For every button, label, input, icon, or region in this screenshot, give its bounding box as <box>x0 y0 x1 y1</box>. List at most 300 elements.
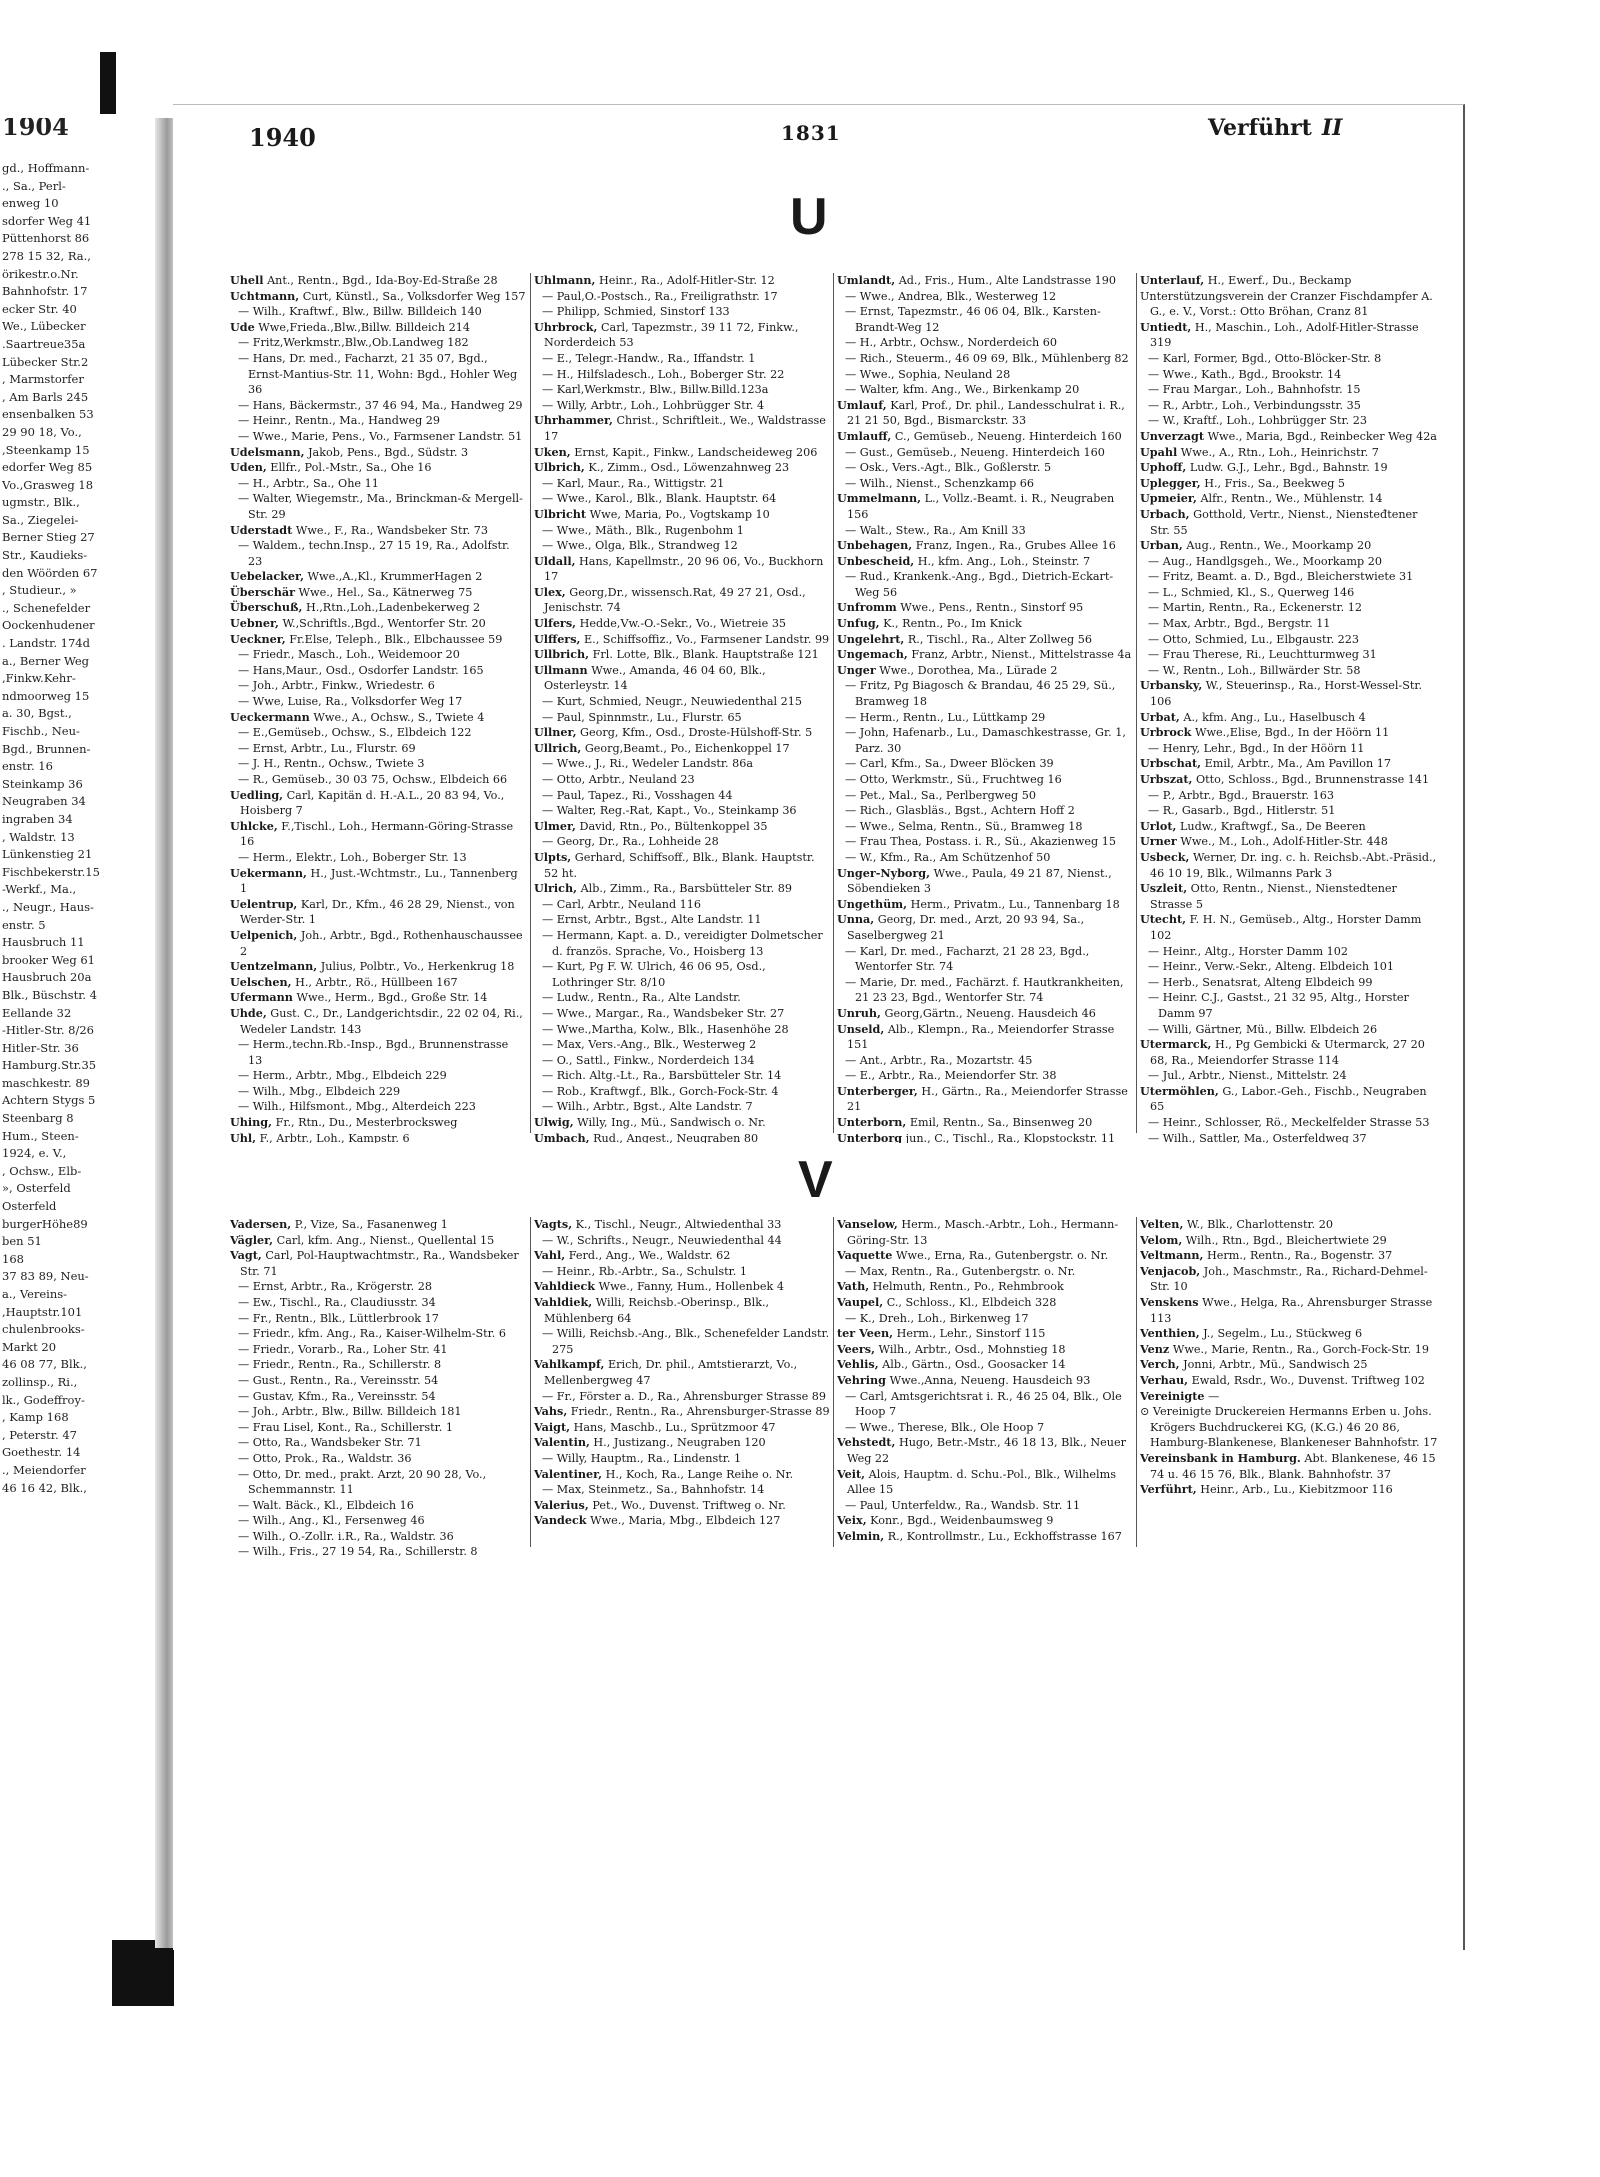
entry-details: Karl, Dr., Kfm., 46 28 29, Nienst., von Werder-Str. 1 <box>240 897 515 927</box>
directory-entry <box>230 413 526 429</box>
directory-entry <box>1140 1233 1440 1249</box>
directory-entry <box>837 710 1133 726</box>
directory-entry <box>534 990 830 1006</box>
entry-details: Wwe., Hel., Sa., Kätnerweg 75 <box>298 585 473 599</box>
entry-details: Julius, Polbtr., Vo., Herkenkrug 18 <box>320 960 515 974</box>
v-column-1 <box>230 1217 526 1557</box>
entry-details: — Kurt, Schmied, Neugr., Neuwiedenthal 215 <box>542 695 803 709</box>
entry-details: — Wilh., Sattler, Ma., Osterfeldweg 37 <box>1148 1131 1367 1143</box>
directory-entry <box>230 1295 526 1311</box>
entry-details: C., Gemüseb., Neueng. Hinterdeich 160 <box>894 429 1122 443</box>
left-page-line: ., Meiendorfer <box>2 1462 86 1477</box>
directory-entry <box>1140 1373 1440 1389</box>
directory-entry <box>1140 1482 1440 1498</box>
entry-details: W., Blk., Charlottenstr. 20 <box>1186 1218 1333 1231</box>
entry-details: — Hans,Maur., Osd., Osdorfer Landstr. 165 <box>238 663 484 677</box>
left-page-line: ., Schenefelder <box>2 600 91 615</box>
left-page-line: Lübecker Str.2 <box>2 354 89 369</box>
directory-entry <box>534 507 830 523</box>
entry-surname: Usbeck, <box>1140 849 1190 864</box>
entry-details: — E., Telegr.-Handw., Ra., Iffandstr. 1 <box>542 351 756 365</box>
directory-entry <box>1140 756 1440 772</box>
directory-entry <box>534 725 830 741</box>
entry-details: — Heinr. C.J., Gastst., 21 32 95, Altg., Horster Damm 97 <box>1148 991 1409 1020</box>
entry-surname: Ungemach, <box>837 647 908 662</box>
entry-details: F., Arbtr., Loh., Kampstr. 6 <box>259 1131 410 1143</box>
entry-surname: Unna, <box>837 912 875 927</box>
entry-details: — Wwe., Marie, Pens., Vo., Farmsener Landstr. 51 <box>238 429 523 443</box>
directory-entry <box>1140 1357 1440 1373</box>
directory-entry <box>534 413 830 444</box>
entry-details: H., kfm. Ang., Loh., Steinstr. 7 <box>917 554 1091 568</box>
entry-details: Jonni, Arbtr., Mü., Sandwisch 25 <box>1183 1358 1368 1372</box>
v-column-4 <box>1140 1217 1440 1557</box>
directory-entry <box>837 476 1133 492</box>
entry-details: — Henry, Lehr., Bgd., In der Höörn 11 <box>1148 741 1365 755</box>
entry-details: Ad., Fris., Hum., Alte Landstrasse 190 <box>898 274 1116 287</box>
directory-entry <box>230 1115 526 1131</box>
entry-details: H., Ewerf., Du., Beckamp <box>1207 274 1352 287</box>
entry-details: Wilh., Rtn., Bgd., Bleichertwiete 29 <box>1185 1233 1387 1247</box>
directory-entry <box>534 850 830 881</box>
entry-details: Herm., Masch.-Arbtr., Loh., Hermann-Göring-Str. 13 <box>847 1218 1119 1247</box>
directory-entry <box>837 616 1133 632</box>
directory-entry <box>534 523 830 539</box>
entry-surname: Uden, <box>230 460 267 475</box>
left-page-line: 1924, e. V., <box>2 1146 67 1161</box>
directory-entry <box>837 725 1133 756</box>
entry-details: — Walter, kfm. Ang., We., Birkenkamp 20 <box>845 383 1080 397</box>
left-page-line: Goethestr. 14 <box>2 1445 81 1460</box>
directory-entry <box>1140 429 1440 445</box>
entry-details: W.,Schriftls.,Bgd., Wentorfer Str. 20 <box>282 617 486 631</box>
directory-entry <box>837 1053 1133 1069</box>
directory-entry <box>837 445 1133 461</box>
directory-entry <box>230 335 526 351</box>
directory-entry <box>230 304 526 320</box>
directory-entry <box>230 850 526 866</box>
entry-details: — Fritz,Werkmstr.,Blw.,Ob.Landweg 182 <box>238 336 469 350</box>
entry-details: Willi, Reichsb.-Oberinsp., Blk., Mühlenberg 64 <box>544 1295 770 1325</box>
entry-surname: Uhlmann, <box>534 273 596 287</box>
entry-details: Otto, Schloss., Bgd., Brunnenstrasse 141 <box>1196 773 1430 786</box>
entry-details: — Wwe., Kath., Bgd., Brookstr. 14 <box>1148 367 1342 381</box>
directory-entry <box>534 1217 830 1233</box>
entry-details: — Max, Rentn., Ra., Gutenbergstr. o. Nr. <box>845 1264 1076 1278</box>
directory-entry <box>230 975 526 991</box>
directory-entry <box>230 1279 526 1295</box>
entry-surname: Uekermann, <box>230 865 307 880</box>
entry-details: — Ernst, Arbtr., Ra., Krögerstr. 28 <box>238 1280 432 1294</box>
entry-details: Alb., Zimm., Ra., Barsbütteler Str. 89 <box>580 882 792 896</box>
directory-entry <box>837 569 1133 600</box>
entry-details: Herm., Privatm., Lu., Tannenbarg 18 <box>910 897 1120 911</box>
entry-surname: Ueckner, <box>230 631 286 646</box>
directory-entry <box>230 320 526 336</box>
entry-details: — Herm., Elektr., Loh., Boberger Str. 13 <box>238 850 467 864</box>
entry-surname: Venskens <box>1140 1294 1199 1309</box>
directory-page <box>173 104 1465 1950</box>
entry-details: Curt, Künstl., Sa., Volksdorfer Weg 157 <box>302 289 526 303</box>
directory-entry <box>534 616 830 632</box>
entry-details: Wwe., Pens., Rentn., Sinstorf 95 <box>900 601 1084 615</box>
entry-surname: Ulbrich, <box>534 460 585 475</box>
directory-entry <box>230 600 526 616</box>
entry-details: — Philipp, Schmied, Sinstorf 133 <box>542 305 730 319</box>
left-page-line: ,Hauptstr.101 <box>2 1304 83 1319</box>
entry-details: — Willi, Gärtner, Mü., Billw. Elbdeich 26 <box>1148 1022 1378 1036</box>
entry-details: — Friedr., Vorarb., Ra., Loher Str. 41 <box>238 1342 448 1356</box>
left-page-line: , Peterstr. 47 <box>2 1427 77 1442</box>
left-page-line: den Wöörden 67 <box>2 565 98 580</box>
entry-surname: Udelsmann, <box>230 444 305 459</box>
directory-entry <box>534 1084 830 1100</box>
entry-surname: Uhell <box>230 273 264 287</box>
entry-surname: Umlandt, <box>837 273 896 287</box>
directory-entry <box>1140 1037 1440 1068</box>
left-page-line: gd., Hoffmann- <box>2 161 90 175</box>
entry-details: — Walter, Reg.-Rat, Kapt., Vo., Steinkamp 36 <box>542 804 797 818</box>
entry-details: — Jul., Arbtr., Nienst., Mittelstr. 24 <box>1148 1069 1347 1083</box>
entry-surname: Vahl, <box>534 1248 566 1263</box>
directory-entry <box>1140 1022 1440 1038</box>
directory-entry <box>837 803 1133 819</box>
directory-entry <box>534 694 830 710</box>
directory-entry <box>1140 491 1440 507</box>
entry-details: Wwe., Herm., Bgd., Große Str. 14 <box>296 991 488 1005</box>
directory-entry <box>837 1529 1133 1545</box>
directory-entry <box>1140 507 1440 538</box>
volume-number: II <box>1321 115 1343 141</box>
left-page-line: ingraben 34 <box>2 811 73 826</box>
directory-entry <box>1140 990 1440 1021</box>
directory-entry <box>1140 554 1440 570</box>
left-page-line: Blk., Büschstr. 4 <box>2 987 98 1002</box>
entry-surname: Umlauff, <box>837 428 892 443</box>
entry-surname: Unterborn, <box>837 1115 907 1130</box>
left-facing-page <box>0 118 150 1948</box>
entry-surname: Ulfers, <box>534 616 577 631</box>
directory-entry <box>230 1451 526 1467</box>
directory-entry <box>837 1131 1133 1143</box>
entry-surname: Veers, <box>837 1341 875 1356</box>
entry-details: — Heinr., Schlosser, Rö., Meckelfelder Strasse 53 <box>1148 1116 1430 1130</box>
entry-surname: Uhl, <box>230 1130 257 1143</box>
directory-entry <box>230 741 526 757</box>
entry-surname: Uhing, <box>230 1115 272 1130</box>
entry-details: Alfr., Rentn., We., Mühlenstr. 14 <box>1200 492 1383 506</box>
entry-details: F. H. N., Gemüseb., Altg., Horster Damm 102 <box>1150 913 1422 942</box>
directory-entry <box>1140 663 1440 679</box>
entry-details: — Max, Vers.-Ang., Blk., Westerweg 2 <box>542 1038 757 1052</box>
left-page-line: edorfer Weg 85 <box>2 460 93 475</box>
entry-details: — W., Rentn., Loh., Billwärder Str. 58 <box>1148 663 1361 677</box>
page-number: 1831 <box>781 121 841 145</box>
left-page-line: ecker Str. 40 <box>2 301 77 316</box>
directory-entry <box>230 1498 526 1514</box>
entry-details: — Gust., Gemüseb., Neueng. Hinterdeich 160 <box>845 445 1105 459</box>
directory-entry <box>230 632 526 648</box>
entry-surname: Verch, <box>1140 1357 1180 1372</box>
directory-entry <box>1140 1295 1440 1326</box>
left-page-line: Bgd., Brunnen- <box>2 741 91 756</box>
directory-entry <box>534 289 830 305</box>
entry-details: Hugo, Betr.-Mstr., 46 18 13, Blk., Neuer Weg 22 <box>847 1436 1126 1465</box>
entry-surname: Überschuß, <box>230 600 303 615</box>
entry-surname: Vereinigte <box>1140 1388 1205 1403</box>
directory-entry <box>534 881 830 897</box>
directory-entry <box>230 351 526 398</box>
entry-details: — Wwe., Andrea, Blk., Westerweg 12 <box>845 289 1057 303</box>
entry-details: — Wilh., Ang., Kl., Fersenweg 46 <box>238 1514 425 1528</box>
left-page-line: chulenbrooks- <box>2 1322 85 1337</box>
entry-details: H., Koch, Ra., Lange Reihe o. Nr. <box>605 1467 794 1481</box>
entry-details: Heinr., Arb., Lu., Kiebitzmoor 116 <box>1200 1483 1393 1497</box>
entry-details: R., Tischl., Ra., Alter Zollweg 56 <box>907 632 1092 646</box>
entry-details: Heinr., Ra., Adolf-Hitler-Str. 12 <box>598 274 775 287</box>
directory-entry <box>534 1435 830 1451</box>
entry-details: — Joh., Arbtr., Blw., Billw. Billdeich 181 <box>238 1405 462 1419</box>
directory-entry <box>837 663 1133 679</box>
directory-entry <box>534 1482 830 1498</box>
entry-details: Helmuth, Rentn., Po., Rehmbrook <box>872 1280 1064 1294</box>
directory-entry <box>230 866 526 897</box>
left-page-line: ., Neugr., Haus- <box>2 899 94 914</box>
directory-entry <box>534 632 830 648</box>
directory-entry <box>837 850 1133 866</box>
left-page-line: Markt 20 <box>2 1339 57 1354</box>
left-page-line: Steenbarg 8 <box>2 1111 74 1126</box>
entry-details: Ellfr., Pol.-Mstr., Sa., Ohe 16 <box>270 461 432 475</box>
entry-details: Wilh., Arbtr., Osd., Mohnstieg 18 <box>878 1342 1066 1356</box>
entry-details: Hans, Maschb., Lu., Sprützmoor 47 <box>573 1420 776 1434</box>
directory-entry <box>837 1115 1133 1131</box>
directory-entry <box>1140 1084 1440 1115</box>
entry-surname: Uelschen, <box>230 974 292 989</box>
directory-entry <box>837 866 1133 897</box>
entry-details: David, Rtn., Po., Bültenkoppel 35 <box>579 819 768 833</box>
directory-entry <box>230 616 526 632</box>
entry-details: — Wwe., Selma, Rentn., Sü., Bramweg 18 <box>845 819 1083 833</box>
entry-details: E., Schiffsoffiz., Vo., Farmsener Landstr. 99 <box>583 632 830 646</box>
entry-details: Joh., Maschmstr., Ra., Richard-Dehmel-Str. 10 <box>1150 1264 1428 1294</box>
entry-details: — O., Sattl., Finkw., Norderdeich 134 <box>542 1053 755 1067</box>
entry-details: — Ernst, Arbtr., Lu., Flurstr. 69 <box>238 741 416 755</box>
directory-entry <box>837 788 1133 804</box>
left-page-line: Hitler-Str. 36 <box>2 1040 79 1055</box>
left-page-line: . Landstr. 174d <box>2 636 90 651</box>
directory-entry <box>837 632 1133 648</box>
entry-details: — Heinr., Verw.-Sekr., Alteng. Elbdeich 101 <box>1148 960 1395 974</box>
entry-details: — Walter, Wiegemstr., Ma., Brinckman-& Mergell-Str. 29 <box>238 492 523 521</box>
directory-entry <box>230 710 526 726</box>
directory-entry <box>1140 881 1440 912</box>
directory-entry <box>534 1115 830 1131</box>
section-letter-v: V <box>798 1151 833 1209</box>
directory-entry <box>837 600 1133 616</box>
directory-entry <box>534 803 830 819</box>
directory-entry <box>1140 959 1440 975</box>
directory-entry <box>230 694 526 710</box>
entry-surname: Utermarck, <box>1140 1037 1212 1052</box>
entry-details: Karl, Prof., Dr. phil., Landesschulrat i. R., 21 21 50, Bgd., Bismarckstr. 33 <box>847 398 1125 428</box>
entry-details: — R., Arbtr., Loh., Verbindungsstr. 35 <box>1148 398 1361 412</box>
directory-entry <box>1140 1131 1440 1143</box>
entry-details: Herm., Rentn., Ra., Bogenstr. 37 <box>1207 1249 1393 1263</box>
left-page-line: ndmoorweg 15 <box>2 688 90 703</box>
entry-details: — Kurt, Pg F. W. Ulrich, 46 06 95, Osd., Lothringer Str. 8/10 <box>542 960 766 989</box>
directory-entry <box>230 1420 526 1436</box>
entry-surname: Vaigt, <box>534 1419 571 1434</box>
directory-entry <box>837 1435 1133 1466</box>
entry-details: Wwe., Paula, 49 21 87, Nienst., Söbendieken 3 <box>847 866 1112 896</box>
directory-entry <box>1140 351 1440 367</box>
entry-details: Rud., Angest., Neugraben 80 <box>593 1131 759 1143</box>
entry-surname: Uldall, <box>534 553 576 568</box>
entry-surname: Unverzagt <box>1140 428 1204 443</box>
directory-entry <box>534 538 830 554</box>
entry-surname: Upmeier, <box>1140 491 1197 506</box>
directory-entry <box>1140 569 1440 585</box>
directory-entry <box>534 585 830 616</box>
entry-details: Wwe., M., Loh., Adolf-Hitler-Str. 448 <box>1180 835 1388 849</box>
directory-entry <box>534 445 830 461</box>
entry-details: — Marie, Dr. med., Fachärzt. f. Hautkrankheiten, 21 23 23, Bgd., Wentorfer Str. 74 <box>845 975 1124 1005</box>
directory-entry <box>230 678 526 694</box>
directory-entry <box>837 273 1133 289</box>
directory-entry <box>230 1217 526 1233</box>
entry-details: A., kfm. Ang., Lu., Haselbusch 4 <box>1183 710 1366 724</box>
entry-surname: Unger-Nyborg, <box>837 865 930 880</box>
entry-surname: Ullrich, <box>534 740 582 755</box>
directory-entry <box>534 1326 830 1357</box>
entry-details: — Gust., Rentn., Ra., Vereinsstr. 54 <box>238 1373 439 1387</box>
directory-entry <box>1140 1326 1440 1342</box>
entry-surname: Uhde, <box>230 1005 267 1020</box>
directory-entry <box>534 756 830 772</box>
entry-details: — Wilh., Kraftwf., Blw., Billw. Billdeich 140 <box>238 305 482 319</box>
left-page-line: 168 <box>2 1251 24 1266</box>
directory-entry <box>230 1342 526 1358</box>
entry-details: — Karl, Dr. med., Facharzt, 21 28 23, Bgd., Wentorfer Str. 74 <box>845 944 1090 974</box>
directory-entry <box>837 351 1133 367</box>
entry-details: — Heinr., Rentn., Ma., Handweg 29 <box>238 414 441 428</box>
entry-details: — Paul,O.-Postsch., Ra., Freiligrathstr. 17 <box>542 289 778 303</box>
entry-surname: Umbach, <box>534 1130 590 1143</box>
entry-surname: ter Veen, <box>837 1326 893 1341</box>
entry-surname: Urban, <box>1140 538 1183 553</box>
left-page-line: 278 15 32, Ra., <box>2 248 91 263</box>
scan-edge-bottom <box>112 1940 174 2006</box>
entry-details: — Otto, Dr. med., prakt. Arzt, 20 90 28, Vo., Schemmannstr. 11 <box>238 1467 487 1497</box>
entry-surname: Unbehagen, <box>837 538 913 553</box>
directory-entry <box>837 1264 1133 1280</box>
directory-entry <box>837 460 1133 476</box>
entry-details: — Wilh., Nienst., Schenzkamp 66 <box>845 476 1035 490</box>
directory-entry <box>1140 788 1440 804</box>
directory-entry <box>1140 476 1440 492</box>
entry-surname: Urbat, <box>1140 709 1180 724</box>
entry-details: — Wwe., Sophia, Neuland 28 <box>845 367 1011 381</box>
entry-details: — W., Kraftf., Loh., Lohbrügger Str. 23 <box>1148 414 1367 428</box>
directory-entry <box>230 897 526 928</box>
entry-details: — Herm.,techn.Rb.-Insp., Bgd., Brunnenstrasse 13 <box>238 1038 509 1067</box>
entry-surname: Valentin, <box>534 1435 590 1450</box>
directory-entry <box>230 569 526 585</box>
entry-details: Fr., Rtn., Du., Mesterbrocksweg <box>275 1116 458 1130</box>
directory-entry <box>1140 944 1440 960</box>
entry-details: — Carl, Arbtr., Neuland 116 <box>542 897 702 911</box>
entry-surname: Unterlauf, <box>1140 273 1205 287</box>
entry-details: — Wilh., Fris., 27 19 54, Ra., Schillerstr. 8 <box>238 1545 478 1557</box>
directory-entry <box>534 1498 830 1514</box>
directory-entry <box>1140 647 1440 663</box>
directory-entry <box>230 1357 526 1373</box>
entry-surname: Vath, <box>837 1279 870 1294</box>
directory-entry <box>1140 273 1440 289</box>
entry-surname: Ullbrich, <box>534 647 590 662</box>
left-page-line: Hamburg.Str.35 <box>2 1058 97 1073</box>
entry-surname: Ulrich, <box>534 881 577 896</box>
directory-entry <box>534 1404 830 1420</box>
entry-details: K., Tischl., Neugr., Altwiedenthal 33 <box>575 1218 782 1231</box>
directory-entry <box>1140 1264 1440 1295</box>
directory-entry <box>230 1467 526 1498</box>
entry-details: — Frau Lisel, Kont., Ra., Schillerstr. 1 <box>238 1420 453 1434</box>
entry-surname: Uelpenich, <box>230 927 298 942</box>
entry-details: Gerhard, Schiffsoff., Blk., Blank. Hauptstr. 52 ht. <box>544 850 815 880</box>
directory-entry <box>1140 819 1440 835</box>
left-page-line: a., Vereins- <box>2 1287 68 1301</box>
directory-entry <box>1140 632 1440 648</box>
directory-entry <box>534 741 830 757</box>
directory-entry <box>534 351 830 367</box>
directory-entry <box>837 1467 1133 1498</box>
directory-entry <box>837 398 1133 429</box>
entry-details: H., Fris., Sa., Beekweg 5 <box>1204 476 1346 490</box>
entry-details: — Ant., Arbtr., Ra., Mozartstr. 45 <box>845 1053 1033 1067</box>
entry-surname: Ungethüm, <box>837 896 907 911</box>
directory-entry <box>534 1248 830 1264</box>
running-title-text: Verführt <box>1208 115 1312 141</box>
entry-details: — Wwe., J., Ri., Wedeler Landstr. 86a <box>542 757 753 771</box>
entry-details: Hans, Kapellmstr., 20 96 06, Vo., Buckhorn 17 <box>544 554 824 584</box>
column-rule <box>530 273 531 1133</box>
entry-details: Carl, Kapitän d. H.-A.L., 20 83 94, Vo., Hoisberg 7 <box>240 788 505 818</box>
entry-details: F.,Tischl., Loh., Hermann-Göring-Strasse 16 <box>240 819 514 849</box>
entry-surname: Valerius, <box>534 1497 589 1512</box>
left-page-line: Fischb., Neu- <box>2 724 80 738</box>
directory-entry <box>534 1006 830 1022</box>
entry-details: L., Vollz.-Beamt. i. R., Neugraben 156 <box>847 492 1115 521</box>
directory-entry <box>230 445 526 461</box>
page-year: 1940 <box>249 123 316 152</box>
directory-entry <box>534 959 830 990</box>
directory-entry <box>534 398 830 414</box>
directory-entry <box>837 367 1133 383</box>
directory-entry <box>534 663 830 694</box>
entry-details: Unterstützungsverein der Cranzer Fischdampfer A. G., e. V., Vorst.: Otto Bröhan, Cranz 81 <box>1140 289 1433 319</box>
u-column-1 <box>230 273 526 1143</box>
directory-entry <box>1140 320 1440 351</box>
entry-details: Ernst, Kapit., Finkw., Landscheideweg 206 <box>574 445 818 459</box>
entry-details: Emil, Rentn., Sa., Binsenweg 20 <box>909 1116 1093 1130</box>
directory-entry <box>1140 585 1440 601</box>
directory-entry <box>230 289 526 305</box>
entry-details: H., Justizang., Neugraben 120 <box>593 1436 766 1450</box>
entry-details: — Heinr., Altg., Horster Damm 102 <box>1148 944 1349 958</box>
directory-entry <box>534 1099 830 1115</box>
